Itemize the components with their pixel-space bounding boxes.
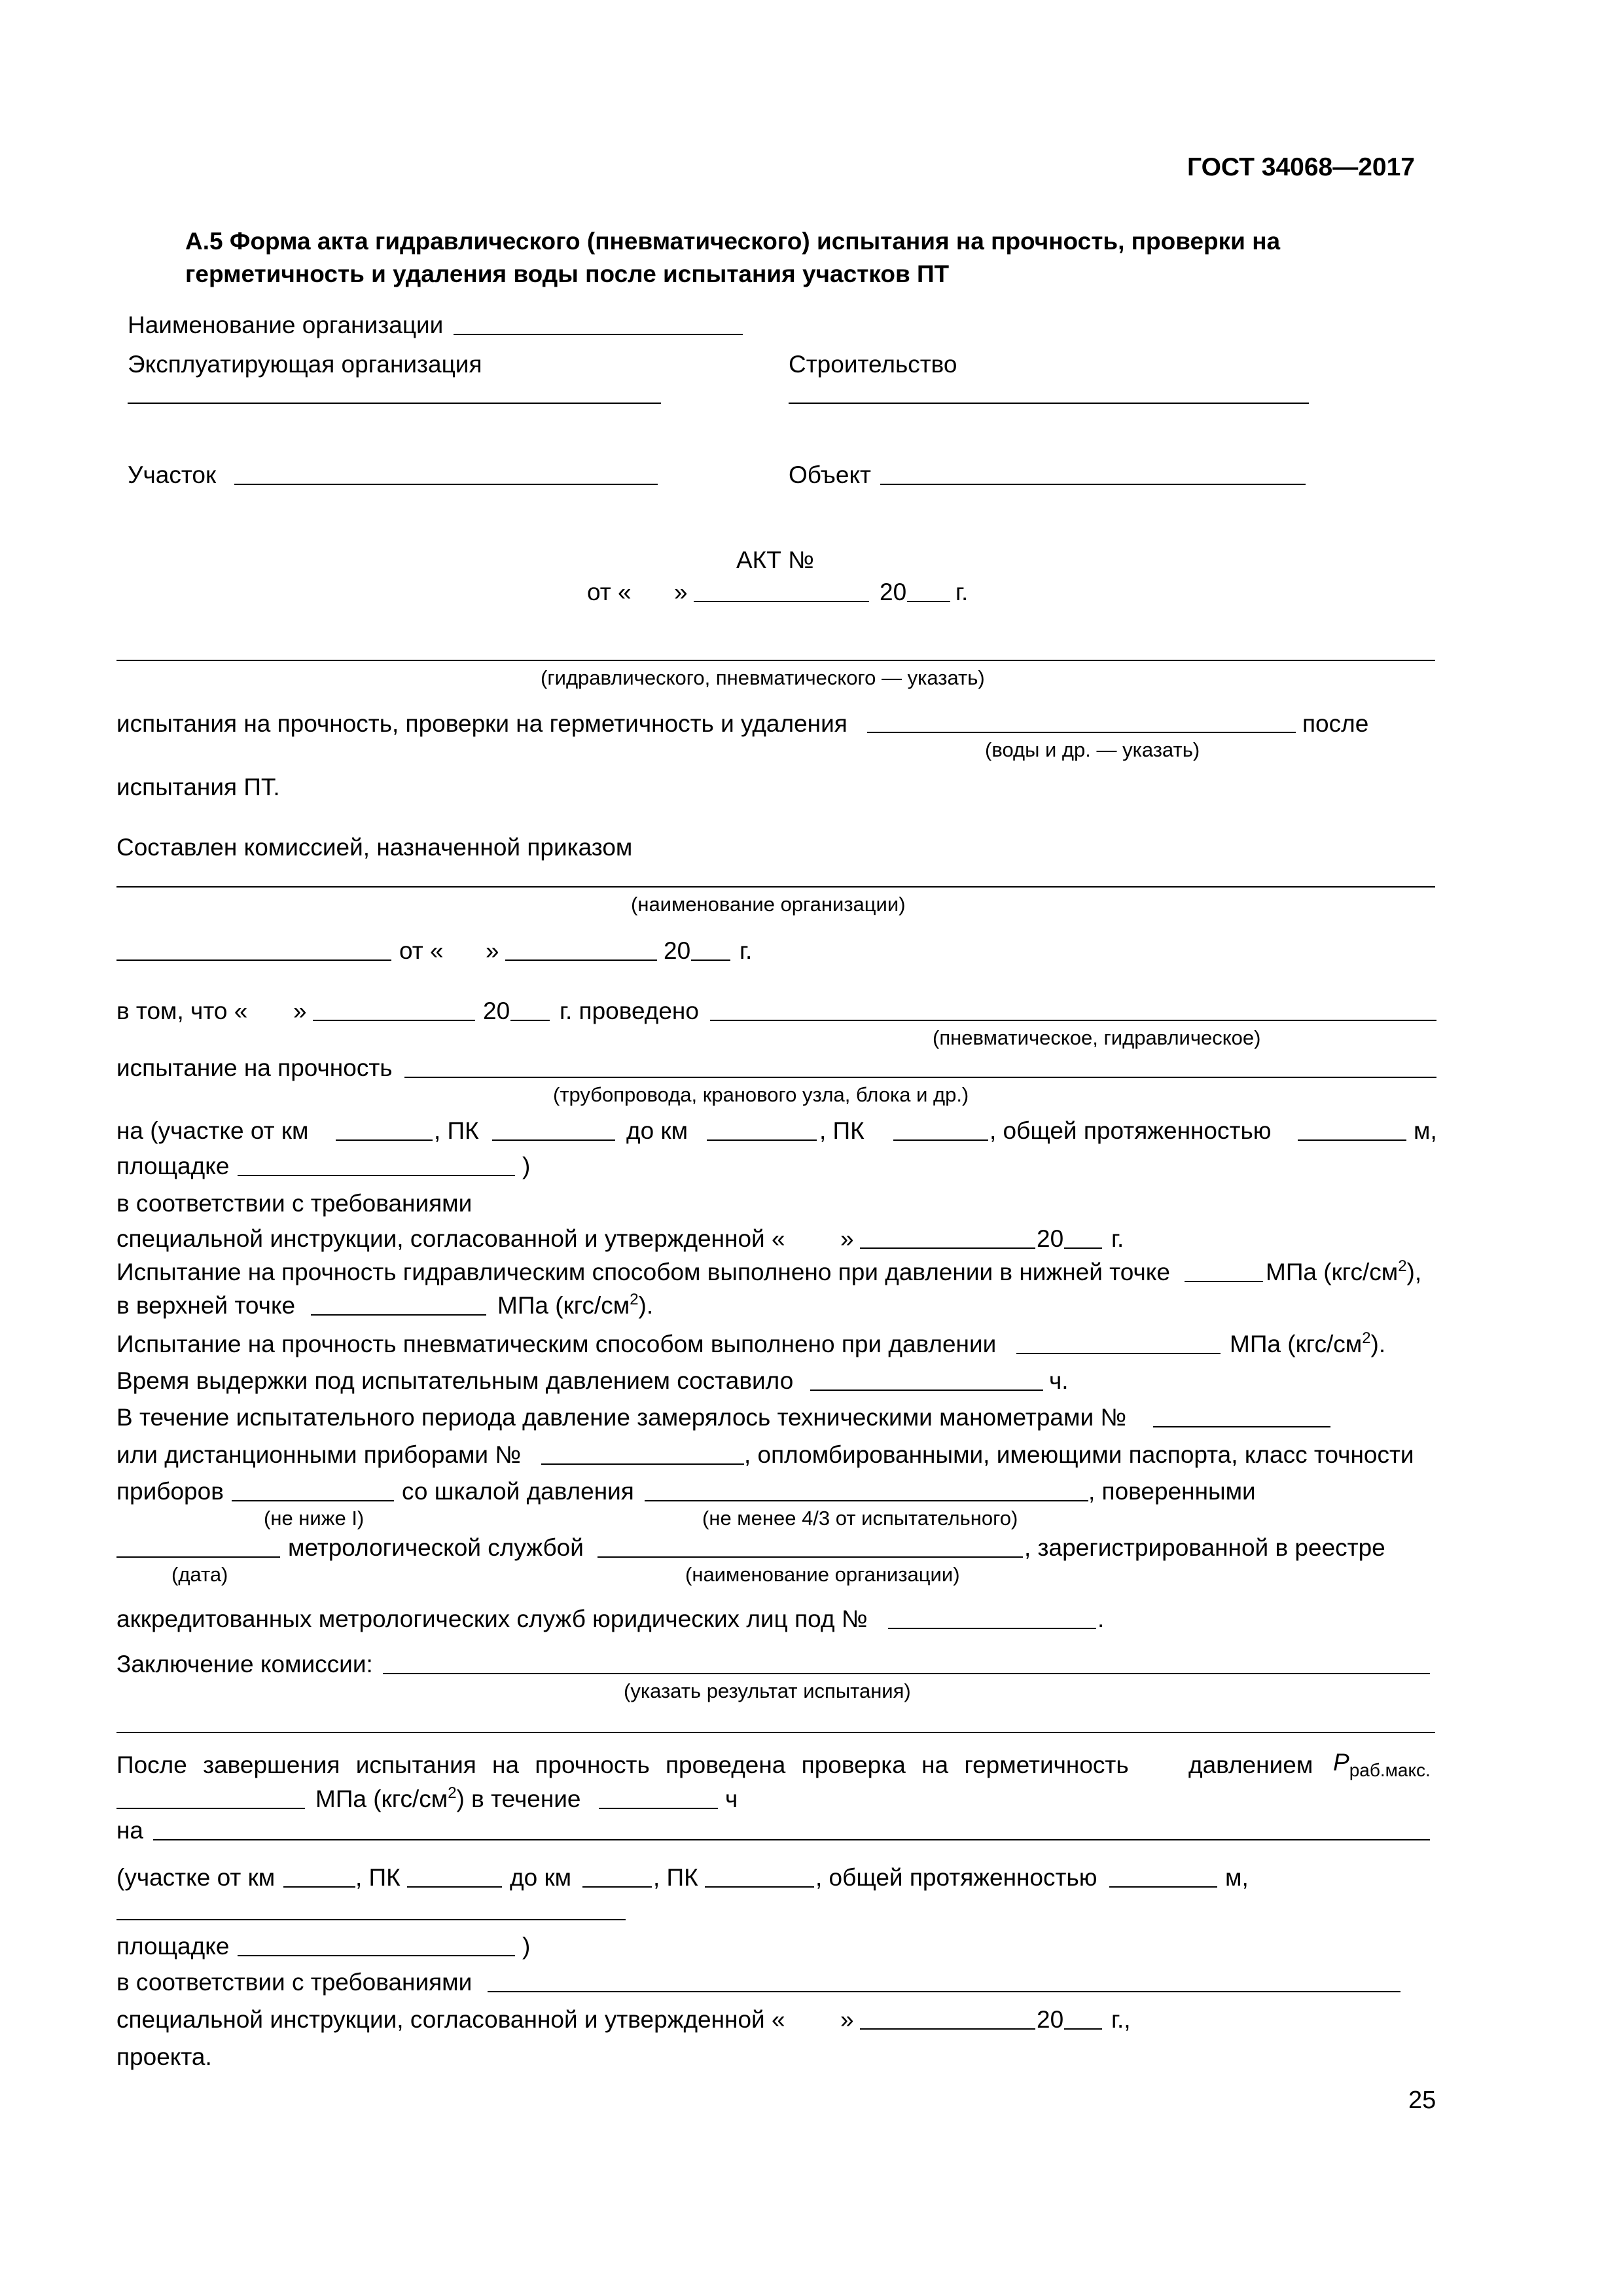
segment2-area-label: площадке bbox=[116, 1933, 230, 1960]
segment1-on-km: на (участке от км bbox=[116, 1117, 309, 1144]
segment1-instruction-year-field[interactable] bbox=[1064, 1247, 1102, 1249]
conducted-year: 20 bbox=[483, 997, 510, 1024]
conducted-prefix: в том, что « bbox=[116, 997, 248, 1024]
conducted-type-hint: (пневматическое, гидравлическое) bbox=[933, 1026, 1261, 1049]
tightness-pressure-word: давлением bbox=[1188, 1751, 1313, 1778]
org-name-label: Наименование организации bbox=[128, 312, 444, 338]
pressure-hydro-bottom-field[interactable] bbox=[1185, 1281, 1263, 1282]
tightness-unit: МПа $(кгс/см^2)$ в течение bbox=[315, 1784, 581, 1812]
segment1-pk1: , ПК bbox=[434, 1117, 479, 1144]
tightness-duration-field[interactable] bbox=[599, 1808, 718, 1809]
segment2-unit: м, bbox=[1225, 1864, 1249, 1891]
tightness-pressure-field[interactable] bbox=[116, 1808, 305, 1809]
hold-time-unit: ч. bbox=[1049, 1367, 1069, 1394]
segment1-pk2-field[interactable] bbox=[893, 1139, 988, 1141]
segment2-instruction-year: 20 bbox=[1037, 2006, 1064, 2033]
commission-org-hint: (наименование организации) bbox=[631, 893, 906, 916]
conclusion-hint: (указать результат испытания) bbox=[624, 1679, 911, 1702]
segment2-instruction-year-suffix: г., bbox=[1111, 2006, 1131, 2033]
pressure-pneumo-label: Испытание на прочность пневматическим способом выполнено при давлении bbox=[116, 1331, 997, 1357]
segment1-km-to-field[interactable] bbox=[707, 1139, 817, 1141]
segment1-pk2: , ПК bbox=[819, 1117, 865, 1144]
gauges-line4-b: , зарегистрированной в реестре bbox=[1024, 1534, 1385, 1561]
removal-medium-field[interactable] bbox=[867, 732, 1296, 733]
segment2-instruction: специальной инструкции, согласованной и утвержденной « bbox=[116, 2006, 785, 2033]
strength-line: испытания на прочность, проверки на герметичность и удаления bbox=[116, 710, 847, 737]
pressure-pneumo-unit: МПа $(кгс/см^2)$. bbox=[1230, 1329, 1386, 1357]
gauges-line2-a: или дистанционными приборами № bbox=[116, 1441, 522, 1468]
segment2-extra-field[interactable] bbox=[116, 1919, 626, 1920]
test-type-field[interactable] bbox=[116, 660, 1435, 661]
segment1-area-close: ) bbox=[522, 1153, 531, 1179]
construction-label: Строительство bbox=[789, 351, 957, 378]
document-code: ГОСТ 34068—2017 bbox=[1187, 153, 1415, 181]
segment1-length: , общей протяженностью bbox=[990, 1117, 1272, 1144]
segment1-to-km: до км bbox=[626, 1117, 688, 1144]
page-number: 25 bbox=[1408, 2087, 1436, 2114]
operating-org-label: Эксплуатирующая организация bbox=[128, 351, 482, 378]
order-date-from: от « bbox=[399, 937, 444, 964]
pressure-hydro-label: Испытание на прочность гидравлическим способом выполнено при давлении в нижней точке bbox=[116, 1259, 1170, 1285]
remote-devices-number-field[interactable] bbox=[541, 1463, 744, 1465]
segment2-km-from-field[interactable] bbox=[283, 1886, 355, 1888]
act-date-year-field[interactable] bbox=[907, 601, 950, 602]
segment1-requirements: в соответствии с требованиями bbox=[116, 1190, 473, 1217]
pressure-hydro-unit: МПа $(кгс/см^2)$, bbox=[1266, 1257, 1422, 1285]
order-date-year-suffix: г. bbox=[740, 937, 753, 964]
segment2-area-field[interactable] bbox=[238, 1955, 515, 1956]
act-date-year-suffix: г. bbox=[955, 579, 969, 605]
conducted-close-quote: » bbox=[293, 997, 307, 1024]
segment1-instruction-year: 20 bbox=[1037, 1225, 1064, 1252]
section-title-line2: герметичность и удаления воды после испытания участков ПТ bbox=[185, 260, 950, 287]
conclusion-field-line2[interactable] bbox=[116, 1732, 1435, 1733]
act-date-from: от « bbox=[587, 579, 632, 605]
segment1-area-label: площадке bbox=[116, 1153, 230, 1179]
pressure-top-label: в верхней точке bbox=[116, 1292, 296, 1319]
segment2-close-quote: » bbox=[840, 2006, 854, 2033]
segment2-requirements: в соответствии с требованиями bbox=[116, 1969, 473, 1996]
segment2-pk1-field[interactable] bbox=[407, 1886, 502, 1888]
gauges-line3-c: , поверенными bbox=[1088, 1478, 1256, 1505]
gauges-number-field[interactable] bbox=[1153, 1426, 1330, 1427]
act-title: АКТ № bbox=[736, 547, 814, 573]
segment2-pk2: , ПК bbox=[653, 1864, 698, 1891]
tightness-line1: После завершения испытания на прочность проведена проверка на герметичность bbox=[116, 1751, 1129, 1778]
hold-time-field[interactable] bbox=[810, 1390, 1043, 1391]
pressure-scale-hint: (не менее 4/3 от испытательного) bbox=[702, 1507, 1018, 1530]
operating-org-field[interactable] bbox=[128, 403, 661, 404]
strength-tail: испытания ПТ. bbox=[116, 774, 280, 800]
segment2-requirements-field[interactable] bbox=[488, 1991, 1400, 1992]
order-date-year: 20 bbox=[664, 937, 691, 964]
pressure-top-unit: МПа $(кгс/см^2)$. bbox=[497, 1291, 654, 1319]
order-date-year-field[interactable] bbox=[691, 960, 730, 961]
verification-date-field[interactable] bbox=[116, 1556, 280, 1558]
segment2-on-km: (участке от км bbox=[116, 1864, 276, 1891]
tightness-hours: ч bbox=[725, 1785, 738, 1812]
segment2-instruction-year-field[interactable] bbox=[1064, 2028, 1102, 2030]
hold-time-label: Время выдержки под испытательным давлением составило bbox=[116, 1367, 794, 1394]
conducted-year-field[interactable] bbox=[510, 1020, 550, 1021]
gauges-line2-b: , опломбированными, имеющими паспорта, класс точности bbox=[744, 1441, 1414, 1468]
metrology-org-hint: (наименование организации) bbox=[685, 1563, 960, 1586]
order-date-close-quote: » bbox=[486, 937, 499, 964]
conducted-month-field[interactable] bbox=[313, 1020, 475, 1021]
segment2-project: проекта. bbox=[116, 2043, 212, 2070]
segment1-close-quote: » bbox=[840, 1225, 854, 1252]
segment2-to-km: до км bbox=[510, 1864, 572, 1891]
segment2-length: , общей протяженностью bbox=[815, 1864, 1097, 1891]
pressure-pneumo-field[interactable] bbox=[1016, 1353, 1221, 1354]
segment2-instruction-month-field[interactable] bbox=[860, 2028, 1035, 2030]
segment1-instruction: специальной инструкции, согласованной и утвержденной « bbox=[116, 1225, 785, 1252]
section-label: Участок bbox=[128, 461, 217, 488]
segment2-area-close: ) bbox=[522, 1933, 531, 1960]
commission-label: Составлен комиссией, назначенной приказом bbox=[116, 834, 633, 861]
segment2-pk2-field[interactable] bbox=[705, 1886, 814, 1888]
segment1-pk1-field[interactable] bbox=[492, 1139, 615, 1141]
segment2-km-to-field[interactable] bbox=[582, 1886, 652, 1888]
segment1-instruction-year-suffix: г. bbox=[1111, 1225, 1124, 1252]
segment1-km-from-field[interactable] bbox=[336, 1139, 433, 1141]
conclusion-label: Заключение комиссии: bbox=[116, 1651, 373, 1677]
strength-test-label: испытание на прочность bbox=[116, 1054, 393, 1081]
order-number-field[interactable] bbox=[116, 960, 391, 961]
act-date-close-quote: » bbox=[674, 579, 688, 605]
pressure-hydro-top-field[interactable] bbox=[311, 1314, 486, 1316]
gauges-line3-b: со шкалой давления bbox=[402, 1478, 634, 1505]
conclusion-field[interactable] bbox=[383, 1673, 1430, 1674]
strength-test-object-hint: (трубопровода, кранового узла, блока и др.) bbox=[553, 1083, 969, 1106]
strength-after: после bbox=[1302, 710, 1369, 737]
act-date-year: 20 bbox=[880, 579, 907, 605]
commission-org-field[interactable] bbox=[116, 886, 1435, 888]
act-date-month-field[interactable] bbox=[694, 601, 869, 602]
tightness-pressure-symbol: $P_{раб.макс.}$ bbox=[1333, 1749, 1431, 1780]
gauges-line4-a: метрологической службой bbox=[288, 1534, 584, 1561]
verification-date-hint: (дата) bbox=[171, 1563, 228, 1586]
section-title-line1: А.5 Форма акта гидравлического (пневматического) испытания на прочность, проверки на bbox=[185, 228, 1281, 255]
gauges-line5: аккредитованных метрологических служб юридических лиц под № bbox=[116, 1605, 868, 1632]
segment2-length-field[interactable] bbox=[1109, 1886, 1217, 1888]
tightness-on: на bbox=[116, 1817, 144, 1844]
test-type-hint: (гидравлического, пневматического — указать) bbox=[541, 666, 985, 689]
tightness-object-field[interactable] bbox=[153, 1839, 1430, 1840]
segment1-instruction-month-field[interactable] bbox=[860, 1247, 1035, 1249]
order-date-month-field[interactable] bbox=[505, 960, 657, 961]
gauges-line3-a: приборов bbox=[116, 1478, 224, 1505]
pressure-scale-field[interactable] bbox=[645, 1500, 1088, 1501]
conducted-year-suffix: г. проведено bbox=[560, 997, 699, 1024]
strength-test-object-field[interactable] bbox=[404, 1077, 1436, 1078]
gauges-line5-end: . bbox=[1097, 1605, 1105, 1632]
section-field[interactable] bbox=[234, 484, 658, 485]
metrology-org-field[interactable] bbox=[597, 1556, 1023, 1558]
construction-field[interactable] bbox=[789, 403, 1309, 404]
object-label: Объект bbox=[789, 461, 871, 488]
segment1-unit: м, bbox=[1414, 1117, 1437, 1144]
org-name-field[interactable] bbox=[454, 334, 743, 335]
segment1-area-field[interactable] bbox=[238, 1175, 515, 1176]
accuracy-class-field[interactable] bbox=[232, 1500, 394, 1501]
conducted-type-field[interactable] bbox=[710, 1020, 1436, 1021]
object-field[interactable] bbox=[880, 484, 1306, 485]
gauges-line1: В течение испытательного периода давление замерялось техническими манометрами № bbox=[116, 1404, 1127, 1431]
segment2-pk1: , ПК bbox=[355, 1864, 401, 1891]
registry-number-field[interactable] bbox=[888, 1628, 1096, 1629]
accuracy-class-hint: (не ниже I) bbox=[264, 1507, 365, 1530]
segment1-length-field[interactable] bbox=[1298, 1139, 1406, 1141]
removal-medium-hint: (воды и др. — указать) bbox=[985, 738, 1200, 761]
